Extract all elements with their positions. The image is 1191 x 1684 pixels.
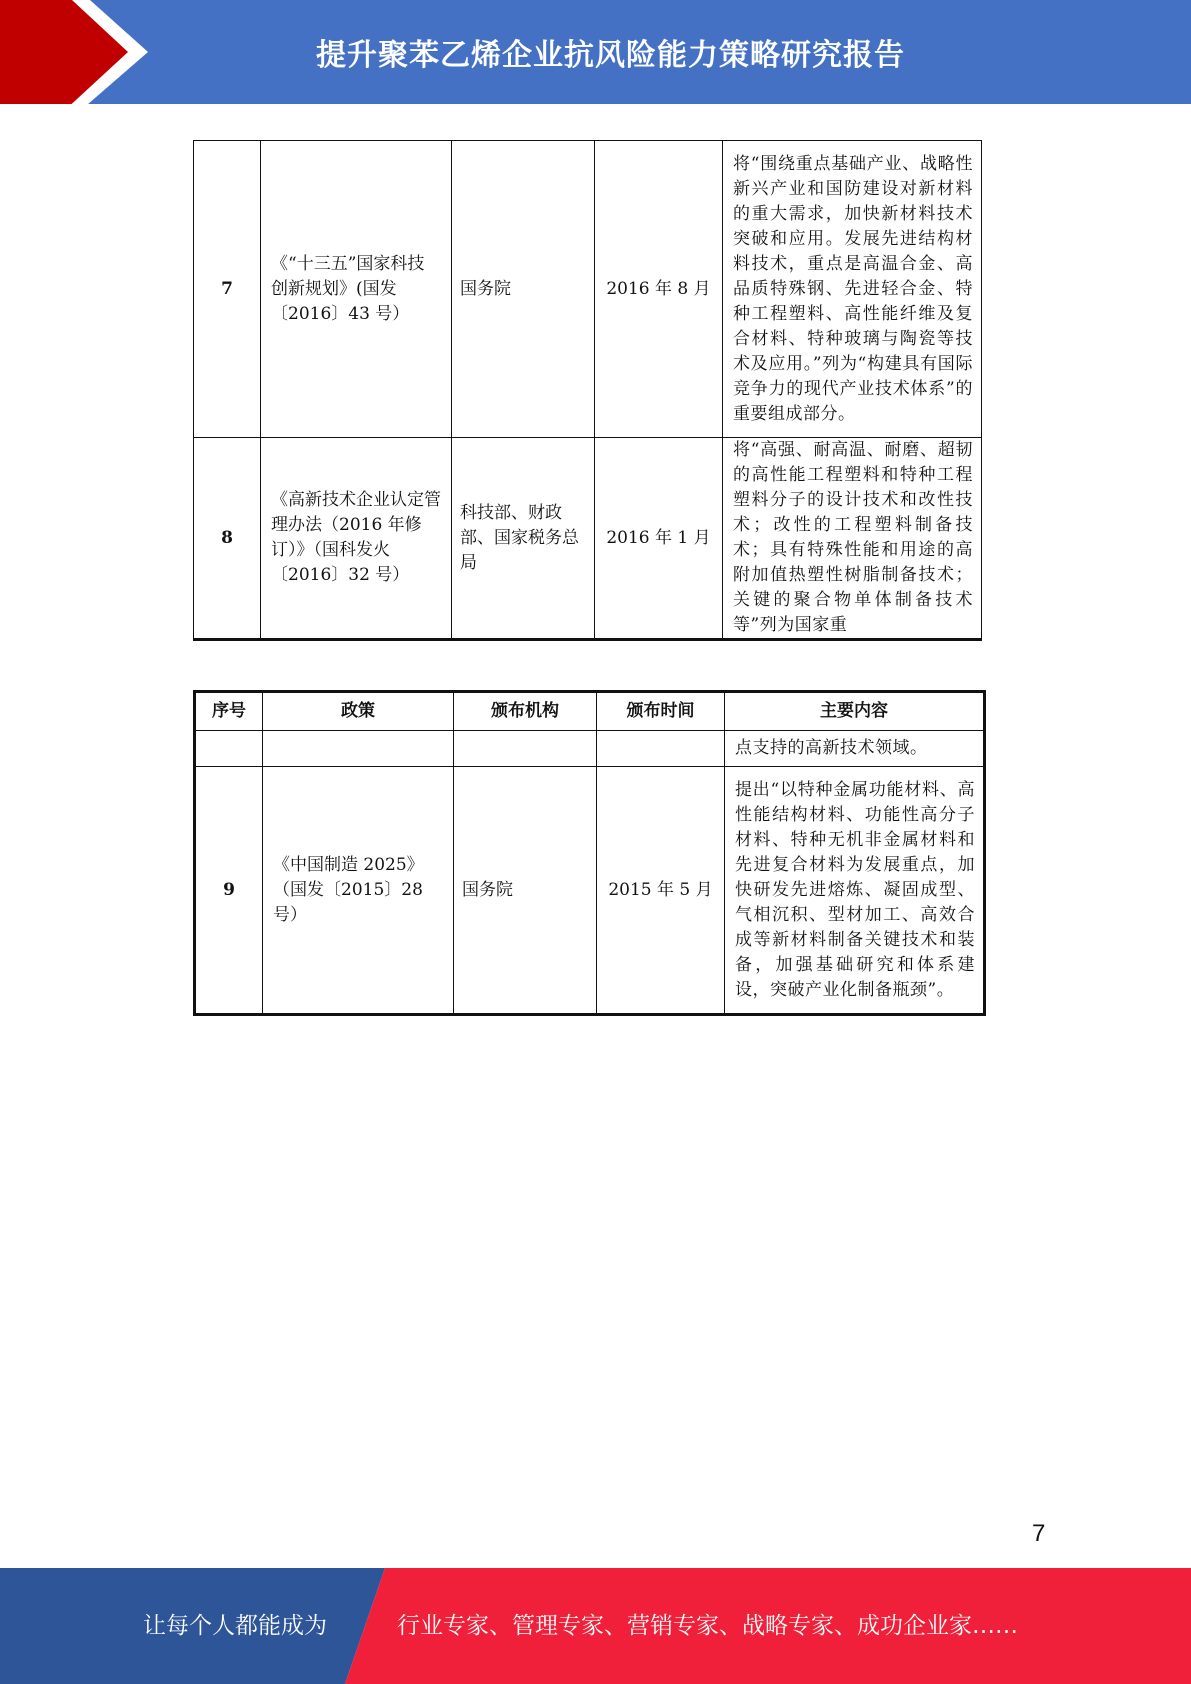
footer-slogan-right: 行业专家、管理专家、营销专家、战略专家、成功企业家…… xyxy=(397,1613,1018,1639)
policy-name xyxy=(263,731,454,767)
header-content: 主要内容 xyxy=(725,692,985,731)
issuing-org: 国务院 xyxy=(454,767,597,1015)
header-org: 颁布机构 xyxy=(454,692,597,731)
row-number: 8 xyxy=(194,438,261,640)
main-content: 点支持的高新技术领域。 xyxy=(725,731,985,767)
issue-date: 2016 年 8 月 xyxy=(595,141,723,438)
main-content: 将“高强、耐高温、耐磨、超韧的高性能工程塑料和特种工程塑料分子的设计技术和改性技术；改性的工程塑料制备技术；具有特殊性能和用途的高附加值热塑性树脂制备技术；关键的聚合物单体制备技术等”列为国家重 xyxy=(723,438,982,640)
header-no: 序号 xyxy=(195,692,263,731)
policy-name: 《高新技术企业认定管理办法（2016 年修订）》（国科发火〔2016〕32 号） xyxy=(261,438,452,640)
policy-table xyxy=(193,690,986,1016)
row-number: 9 xyxy=(195,767,263,1015)
page-number: 7 xyxy=(1032,1520,1046,1547)
issue-date: 2016 年 1 月 xyxy=(595,438,723,640)
issuing-org xyxy=(454,731,597,767)
table-row xyxy=(194,141,982,438)
table-header-row xyxy=(195,692,985,731)
table-row xyxy=(194,438,982,640)
header-date: 颁布时间 xyxy=(597,692,725,731)
header-policy: 政策 xyxy=(263,692,454,731)
main-content: 将“围绕重点基础产业、战略性新兴产业和国防建设对新材料的重大需求，加快新材料技术突破和应用。发展先进结构材料技术，重点是高温合金、高品质特殊钢、先进轻合金、特种工程塑料、高性能纤维及复合材料、特种玻璃与陶瓷等技术及应用。”列为“构建具有国际竞争力的现代产业技术体系”的重要组成部分。 xyxy=(723,141,982,438)
page-header xyxy=(0,0,1191,111)
table-row xyxy=(195,767,985,1015)
document-title: 提升聚苯乙烯企业抗风险能力策略研究报告 xyxy=(316,38,905,73)
row-number: 7 xyxy=(194,141,261,438)
page-footer xyxy=(0,1568,1191,1684)
issue-date xyxy=(597,731,725,767)
issuing-org: 科技部、财政部、国家税务总局 xyxy=(452,438,595,640)
issue-date: 2015 年 5 月 xyxy=(597,767,725,1015)
main-content: 提出“以特种金属功能材料、高性能结构材料、功能性高分子材料、特种无机非金属材料和先进复合材料为发展重点，加快研发先进熔炼、凝固成型、气相沉积、型材加工、高效合成等新材料制备关键技术和装备，加强基础研究和体系建设，突破产业化制备瓶颈”。 xyxy=(725,767,985,1015)
footer-slogan-left: 让每个人都能成为 xyxy=(143,1613,327,1639)
policy-table-continued xyxy=(193,140,982,641)
row-number xyxy=(195,731,263,767)
policy-name: 《“十三五”国家科技创新规划》(国发〔2016〕43 号） xyxy=(261,141,452,438)
issuing-org: 国务院 xyxy=(452,141,595,438)
table-row xyxy=(195,731,985,767)
policy-name: 《中国制造 2025》（国发〔2015〕28 号） xyxy=(263,767,454,1015)
